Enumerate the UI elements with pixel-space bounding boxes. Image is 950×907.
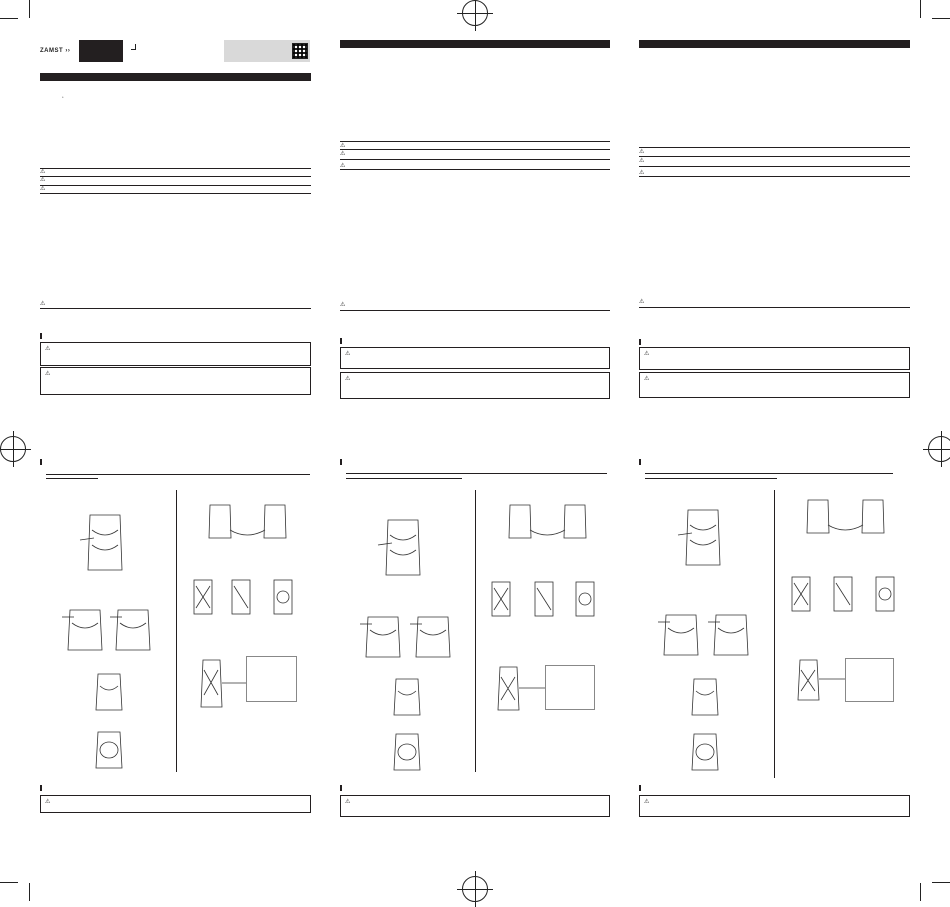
detail-inset [845,658,894,702]
crop-mark [29,883,30,901]
warning-box [639,347,910,370]
warning-rule [340,169,610,170]
instruction-subrule [346,478,462,479]
warning-triangle-icon: ⚠ [40,186,46,192]
warning-rule [639,176,910,177]
knee-brace-illustration [708,610,753,660]
knee-brace-illustration [80,510,130,580]
registration-mark-icon [0,436,26,462]
knee-brace-illustration [410,612,455,662]
warning-triangle-icon: ⚠ [340,302,346,308]
warning-triangle-icon: ⚠ [639,158,645,164]
section-header-bar [639,40,910,48]
warning-triangle-icon: ⚠ [639,149,645,155]
warning-box [639,795,910,817]
qr-code-icon [292,43,308,59]
knee-brace-illustration [360,612,405,662]
detail-inset [545,665,595,710]
warning-rule [340,159,610,160]
crop-mark [0,18,18,19]
crop-mark [29,0,30,18]
knee-brace-illustration [490,580,595,620]
warning-triangle-icon: ⚠ [345,351,351,357]
knee-brace-illustration [92,728,127,773]
section-marker [639,785,641,791]
section-marker [639,339,641,345]
crop-mark [0,882,18,883]
knee-brace-illustration [505,500,590,545]
knee-brace-illustration [192,578,297,618]
warning-box [40,342,311,366]
warning-rule [340,141,610,142]
registration-mark-icon [462,0,488,26]
section-marker [40,333,42,339]
warning-triangle-icon: ⚠ [40,177,46,183]
section-marker [340,459,342,465]
crop-mark [920,0,921,18]
section-header-bar [340,40,610,48]
knee-brace-illustration [658,610,703,660]
warning-triangle-icon: ⚠ [644,376,650,382]
knee-brace-illustration [92,670,127,715]
section-marker [40,785,42,791]
section-header-bar [40,73,311,81]
knee-brace-illustration [790,575,895,615]
column-divider [774,490,775,778]
knee-brace-illustration [803,495,888,540]
warning-triangle-icon: ⚠ [40,301,46,307]
warning-triangle-icon: ⚠ [45,371,51,377]
warning-triangle-icon: ⚠ [644,351,650,357]
column-divider [475,490,476,772]
cover-label-block [79,40,123,62]
knee-brace-illustration [688,730,723,775]
warning-box [340,795,610,817]
knee-brace-illustration [390,730,425,775]
warning-rule [340,149,610,150]
corner-mark [131,44,136,50]
column-divider [176,490,177,772]
warning-triangle-icon: ⚠ [639,170,645,176]
crop-mark [932,882,950,883]
caution-rule [639,307,910,308]
warning-triangle-icon: ⚠ [345,799,351,805]
instruction-subrule [645,478,777,479]
warning-rule [639,156,910,157]
warning-box [340,372,610,399]
knee-brace-illustration [378,515,428,585]
warning-rule [639,166,910,167]
section-marker [40,459,42,465]
warning-rule [639,147,910,148]
knee-brace-illustration [390,675,425,720]
footnote-mark: * [62,95,64,100]
warning-rule [40,185,311,186]
warning-rule [40,168,311,169]
section-marker [639,459,641,465]
knee-brace-illustration [110,605,155,655]
warning-triangle-icon: ⚠ [639,299,645,305]
section-marker [340,785,342,791]
instruction-rule [46,474,310,475]
warning-triangle-icon: ⚠ [45,346,51,352]
warning-triangle-icon: ⚠ [644,799,650,805]
caution-rule [340,310,610,311]
warning-rule [40,176,311,177]
warning-triangle-icon: ⚠ [340,151,346,157]
detail-inset [246,656,297,702]
caution-rule [40,308,311,309]
brand-logo: ZAMST ›› [40,48,71,54]
registration-mark-icon [928,436,950,462]
instruction-rule [645,473,893,474]
instruction-subrule [46,478,98,479]
knee-brace-illustration [678,505,728,575]
knee-brace-illustration [205,500,290,545]
warning-box [40,795,311,813]
knee-brace-illustration [688,675,723,720]
crop-mark [920,883,921,901]
section-marker [340,338,342,344]
warning-triangle-icon: ⚠ [340,163,346,169]
warning-triangle-icon: ⚠ [40,169,46,175]
registration-mark-icon [462,876,488,902]
warning-box [639,372,910,398]
warning-triangle-icon: ⚠ [345,376,351,382]
warning-triangle-icon: ⚠ [45,799,51,805]
warning-triangle-icon: ⚠ [340,143,346,149]
warning-box [340,347,610,369]
instruction-rule [346,473,607,474]
warning-box [40,367,311,395]
warning-rule [40,193,311,194]
crop-mark [932,18,950,19]
knee-brace-illustration [62,605,107,655]
